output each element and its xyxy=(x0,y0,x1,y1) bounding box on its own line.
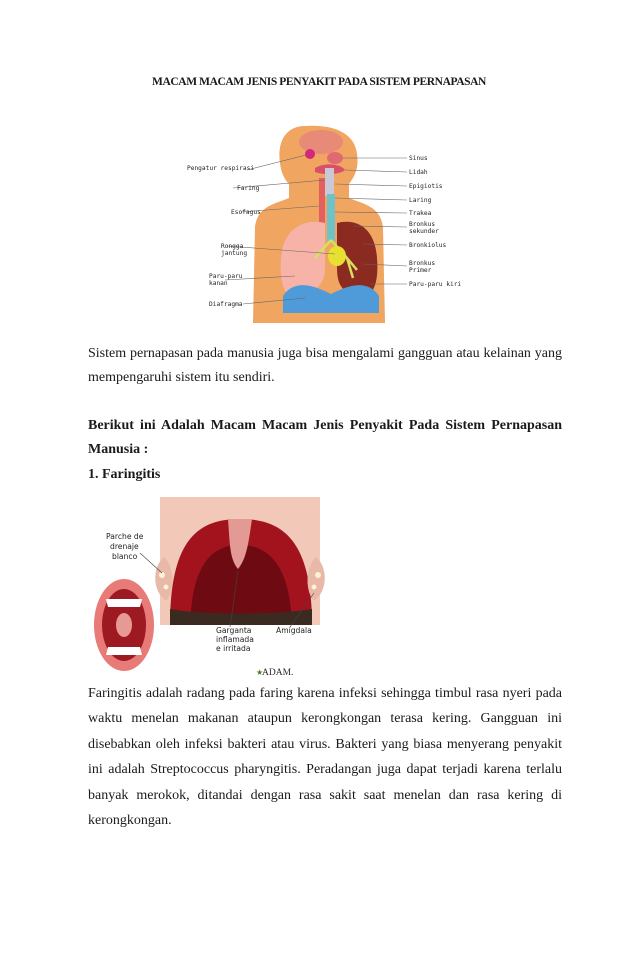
label-rongga: Rongga xyxy=(221,243,244,250)
sinus xyxy=(327,152,343,164)
label-garganta-3: e irritada xyxy=(216,644,251,653)
label-diafragma: Diafragma xyxy=(209,301,243,308)
label-paru-paru-kiri: Paru-paru kiri xyxy=(409,281,462,288)
heart xyxy=(328,246,346,266)
label-paru-paru-kanan-1: Paru-paru xyxy=(209,273,243,280)
paragraph-intro: Sistem pernapasan pada manusia juga bisa mengalami gangguan atau kelainan yang mempengaruhi sistem itu sendiri. xyxy=(88,346,562,385)
label-bronkus-primer-2: Primer xyxy=(409,267,432,274)
label-bronkus-primer-1: Bronkus xyxy=(409,260,436,267)
adam-logo: ADAM. xyxy=(262,668,294,678)
label-garganta-2: inflamada xyxy=(216,635,254,644)
subheading-faringitis: 1. Faringitis xyxy=(88,467,161,482)
label-epiglotis: Epigiotis xyxy=(409,183,443,190)
label-parche-3: blanco xyxy=(112,552,138,561)
label-parche-1: Parche de xyxy=(106,532,144,541)
label-parche-2: drenaje xyxy=(110,542,139,551)
brain-region xyxy=(299,130,343,154)
paragraph-faringitis: Faringitis adalah radang pada faring karena infeksi sehingga timbul rasa nyeri pada waktu menelan makanan ataupun kerongkongan terasa kering. Gangguan ini disebabkan oleh infeksi bakteri atau virus. Bakteri yang biasa menyerang penyakit ini adalah Streptococcus pharyngitis. Peradangan juga dapat terjadi karena terlalu banyak merokok, ditandai dengan rasa sakit saat menelan dan rasa kering di kerongkongan. xyxy=(88,686,562,829)
section-heading: Berikut ini Adalah Macam Macam Jenis Penyakit Pada Sistem Pernapasan Manusia : xyxy=(88,418,562,457)
label-garganta-1: Garganta xyxy=(216,626,252,635)
pharyngitis-illustration xyxy=(90,497,340,680)
label-esofagus: Esofagus xyxy=(231,209,261,216)
label-trakea: Trakea xyxy=(409,210,432,217)
label-bronkiolus: Bronkiolus xyxy=(409,242,447,249)
label-bronkus-sekunder-2: sekunder xyxy=(409,228,439,235)
label-paru-paru-kanan-2: kanan xyxy=(209,280,228,287)
label-jantung: jantung xyxy=(221,250,248,257)
label-bronkus-sekunder-1: Bronkus xyxy=(409,221,436,228)
adam-logo-icon: ★ xyxy=(256,668,264,677)
label-pengatur-respirasi: Pengatur respirasi xyxy=(187,165,255,172)
label-laring: Laring xyxy=(409,197,432,204)
label-amigdala: Amígdala xyxy=(276,626,312,635)
label-faring: Faring xyxy=(237,185,260,192)
pharynx xyxy=(325,168,334,196)
respiratory-system-diagram xyxy=(185,118,462,323)
page-title: MACAM MACAM JENIS PENYAKIT PADA SISTEM PERNAPASAN xyxy=(152,76,486,88)
label-lidah: Lidah xyxy=(409,169,428,176)
trachea xyxy=(327,194,335,242)
label-sinus: Sinus xyxy=(409,155,428,162)
